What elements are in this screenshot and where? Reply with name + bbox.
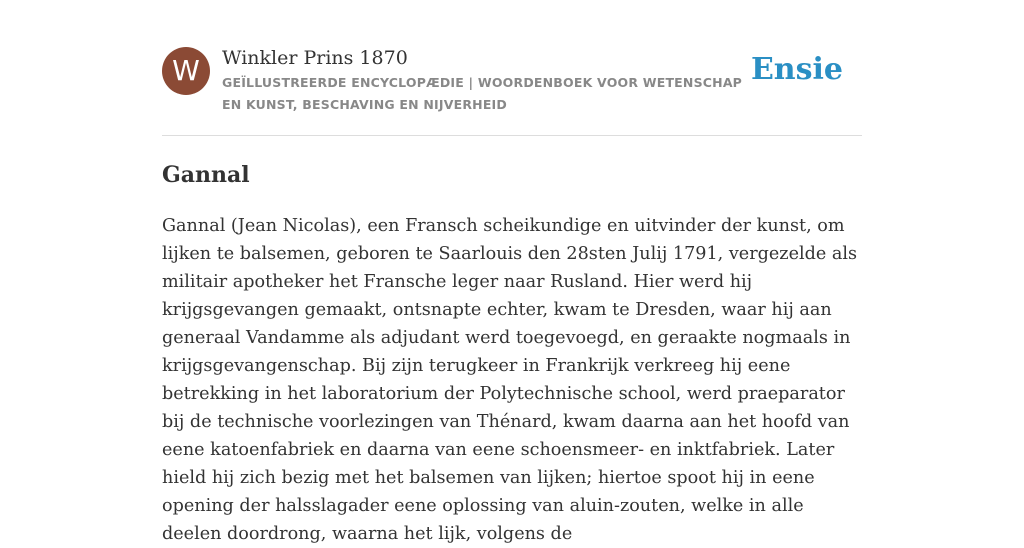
entry-text: Gannal (Jean Nicolas), een Fransch scheikundige en uitvinder der kunst, om lijken te balsemen, geboren te Saarlouis den 28sten Julij 1791, vergezelde als militair apotheker het Fransche leger naar Rusland. Hier werd hij krijgsgevangen gemaakt, ontsnapte echter, kwam te Dresden, waar hij aan generaal Vandamme als adjudant werd toegevoegd, en geraakte nogmaals in krijgsgevangenschap. Bij zijn terugkeer in Frankrijk verkreeg hij eene betrekking in het laboratorium der Polytechnische school, werd praeparator bij de technische voorlezingen van Thénard, kwam daarna aan het hoofd van eene katoenfabriek en daarna van eene schoensmeer- en inktfabriek. Later hield hij zich bezig met het balsemen van lijken; hiertoe spoot hij in eene opening der halsslagader eene oplossing van aluin-zouten, welke in alle deelen doordrong, waarna het lijk, volgens de bbox=[162, 216, 858, 544]
source-avatar[interactable]: W bbox=[162, 47, 210, 95]
ensie-logo[interactable]: Ensie bbox=[750, 52, 843, 87]
entry-title: Gannal bbox=[162, 162, 250, 188]
source-title[interactable]: Winkler Prins 1870 bbox=[222, 47, 408, 69]
source-subtitle: GEÏLLUSTREERDE ENCYCLOPÆDIE | WOORDENBOEK VOOR WETENSCHAP EN KUNST, BESCHAVING EN NIJVERHEID bbox=[222, 75, 743, 112]
source-header bbox=[162, 46, 862, 136]
